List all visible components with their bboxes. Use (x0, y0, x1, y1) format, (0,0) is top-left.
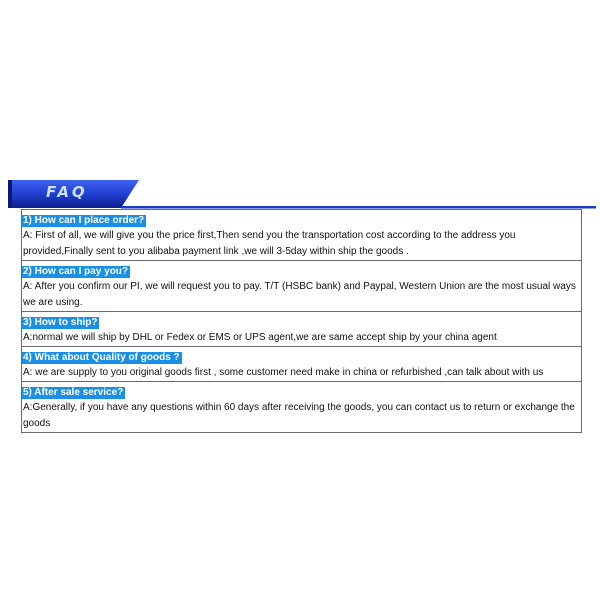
faq-item (22, 210, 581, 260)
faq-banner-graphic (8, 180, 596, 209)
faq-item (22, 260, 581, 311)
faq-item (22, 311, 581, 346)
faq-list (21, 209, 582, 433)
faq-question: 5) After sale service? (23, 387, 124, 398)
faq-answer: A:normal we will ship by DHL or Fedex or EMS or UPS agent,we are same accept ship by your china agent (23, 332, 497, 343)
faq-answer: A: we are supply to you original goods first , some customer need make in china or refurbished ,can talk about with us (23, 367, 544, 378)
faq-answer: A: First of all, we will give you the price first,Then send you the transportation cost according to the address you provided,Finally sent to you alibaba payment link ,we will 3-5day within ship the goods . (23, 230, 516, 257)
faq-question: 3) How to ship? (23, 317, 98, 328)
faq-title: FAQ (46, 183, 88, 201)
faq-question: 4) What about Quality of goods ? (23, 352, 180, 363)
faq-question: 2) How can I pay you? (23, 266, 129, 277)
faq-answer: A: After you confirm our PI, we will request you to pay. T/T (HSBC bank) and Paypal, Western Union are the most usual ways we are using. (23, 281, 576, 308)
faq-question: 1) How can I place order? (23, 215, 145, 226)
faq-answer: A:Generally, if you have any questions within 60 days after receiving the goods, you can contact us to return or exchange the goods (23, 402, 575, 429)
faq-item (22, 381, 581, 432)
faq-header-banner (8, 180, 596, 209)
faq-item (22, 346, 581, 381)
